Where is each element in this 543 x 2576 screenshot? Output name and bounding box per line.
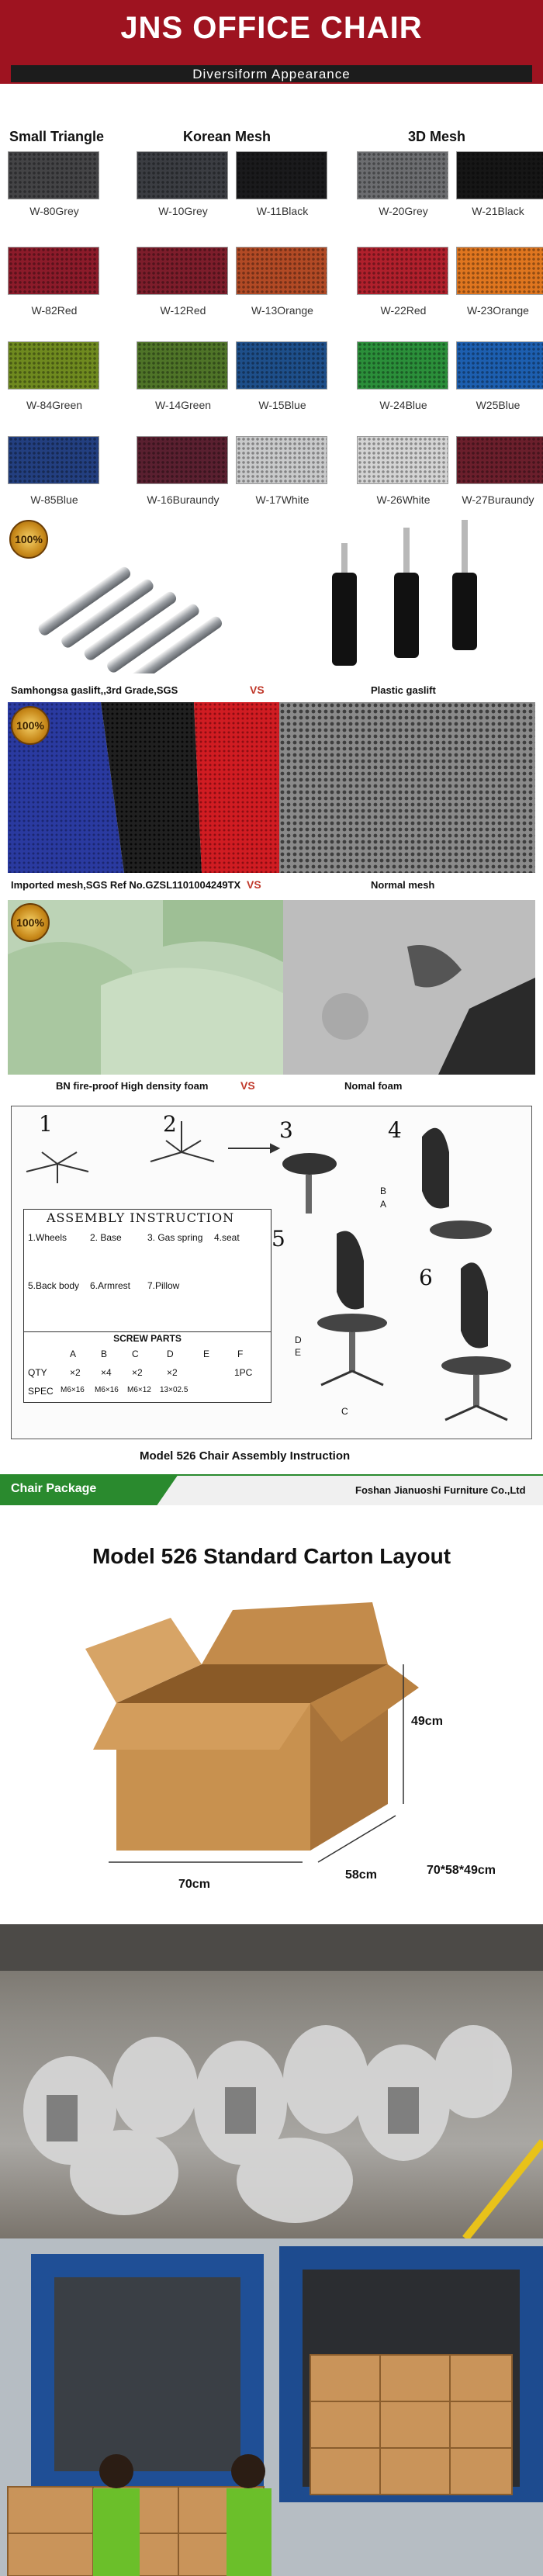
container-loading-icon <box>0 2238 543 2576</box>
qty-value: 1PC <box>234 1367 253 1378</box>
mesh-swatch <box>8 247 99 295</box>
part-label: 6.Armrest <box>90 1280 131 1291</box>
part-label: 2. Base <box>90 1232 122 1243</box>
part-label: 7.Pillow <box>147 1280 180 1291</box>
gaslift-right-caption: Plastic gaslift <box>371 684 436 696</box>
screw-col: D <box>167 1349 174 1359</box>
container-loading-photo <box>0 2238 543 2576</box>
page-title: JNS OFFICE CHAIR <box>120 11 423 45</box>
quality-badge-icon: 100% <box>9 520 48 559</box>
mesh-swatch <box>137 341 228 390</box>
swatch-code: W-11Black <box>256 205 309 217</box>
swatch-code: W-84Green <box>26 399 83 411</box>
swatch-code: W-10Grey <box>158 205 208 217</box>
step-number: 5 <box>272 1226 285 1252</box>
part-label: 1.Wheels <box>28 1232 67 1243</box>
vs-label: VS <box>250 684 265 696</box>
page-subtitle: Diversiform Appearance <box>192 67 351 81</box>
screw-col: A <box>70 1349 77 1359</box>
mesh-right-caption: Normal mesh <box>371 879 435 891</box>
qty-value: ×2 <box>167 1367 178 1378</box>
qty-value: ×2 <box>70 1367 81 1378</box>
mesh-swatch <box>456 151 543 199</box>
swatch-code: W25Blue <box>476 399 521 411</box>
mesh-swatch <box>236 436 327 484</box>
package-title: Chair Package <box>11 1482 97 1495</box>
mesh-swatch <box>357 247 448 295</box>
qty-value: ×2 <box>132 1367 143 1378</box>
swatch-code: W-27Buraundy <box>462 493 534 506</box>
table-divider <box>23 1331 272 1332</box>
screw-col: F <box>237 1349 244 1359</box>
spec-label: SPEC <box>28 1386 54 1397</box>
part-label: 3. Gas spring <box>147 1232 203 1243</box>
diagram-letter: E <box>295 1347 302 1358</box>
group-label-korean-mesh: Korean Mesh <box>183 129 272 144</box>
mesh-swatch <box>357 151 448 199</box>
foam-left-caption: BN fire-proof High density foam <box>56 1080 209 1092</box>
normal-mesh-icon <box>279 702 535 873</box>
mesh-left-caption: Imported mesh,SGS Ref No.GZSL1101004249TX <box>11 879 241 891</box>
spec-value: 13×02.5 <box>160 1386 188 1394</box>
swatch-code: W-16Buraundy <box>147 493 220 506</box>
swatch-code: W-12Red <box>160 304 206 317</box>
normal-foam-icon <box>283 900 535 1075</box>
swatch-code: W-80Grey <box>29 205 79 217</box>
quality-badge-icon: 100% <box>11 903 50 942</box>
mesh-swatch <box>236 341 327 390</box>
swatch-code: W-24Blue <box>379 399 427 411</box>
carton-total-size: 70*58*49cm <box>427 1864 496 1877</box>
part-label: 4.seat <box>214 1232 240 1243</box>
swatch-code: W-21Black <box>472 205 524 217</box>
swatch-code: W-17White <box>255 493 310 506</box>
normal-foam-photo <box>283 900 535 1075</box>
screw-col: E <box>203 1349 210 1359</box>
mesh-swatch <box>8 341 99 390</box>
screw-col: B <box>101 1349 108 1359</box>
spec-value: M6×12 <box>127 1386 151 1394</box>
screw-parts-title: SCREW PARTS <box>113 1333 182 1344</box>
black-gaslift-icon <box>295 512 527 675</box>
assembly-caption: Model 526 Chair Assembly Instruction <box>140 1449 351 1463</box>
swatch-code: W-22Red <box>380 304 427 317</box>
part-label: 5.Back body <box>28 1280 80 1291</box>
diagram-letter: A <box>380 1199 387 1210</box>
spec-value: M6×16 <box>61 1386 85 1394</box>
carton-height: 49cm <box>411 1715 443 1728</box>
carton-box-icon <box>78 1594 434 1905</box>
normal-mesh-photo <box>279 702 535 873</box>
step-number: 4 <box>388 1117 402 1143</box>
swatch-code: W-23Orange <box>467 304 529 317</box>
vs-label: VS <box>247 878 261 891</box>
mesh-swatch <box>236 247 327 295</box>
swatch-code: W-14Green <box>154 399 212 411</box>
plastic-gaslift-photo <box>295 512 527 675</box>
group-label-small-triangle: Small Triangle <box>9 129 105 144</box>
mesh-swatch <box>456 341 543 390</box>
swatch-code: W-20Grey <box>379 205 428 217</box>
swatch-code: W-13Orange <box>251 304 313 317</box>
foam-right-caption: Nomal foam <box>344 1080 403 1092</box>
company-name: Foshan Jianuoshi Furniture Co.,Ltd <box>355 1484 526 1496</box>
swatch-code: W-82Red <box>31 304 78 317</box>
mesh-swatch <box>357 436 448 484</box>
step-number: 2 <box>163 1111 177 1137</box>
screw-col: C <box>132 1349 139 1359</box>
mesh-swatch <box>137 247 228 295</box>
warehouse-photo <box>0 1924 543 2238</box>
qty-value: ×4 <box>101 1367 112 1378</box>
quality-badge-icon: 100% <box>11 706 50 745</box>
swatch-code: W-15Blue <box>258 399 306 411</box>
qty-label: QTY <box>28 1367 47 1378</box>
diagram-letter: D <box>295 1335 302 1345</box>
mesh-swatch <box>456 436 543 484</box>
vs-label: VS <box>240 1079 255 1092</box>
group-label-3d-mesh: 3D Mesh <box>408 129 466 144</box>
gaslift-left-caption: Samhongsa gaslift,,3rd Grade,SGS <box>11 684 178 696</box>
mesh-swatch <box>8 436 99 484</box>
mesh-swatch <box>137 436 228 484</box>
mesh-swatch <box>456 247 543 295</box>
mesh-swatch <box>137 151 228 199</box>
mesh-swatch <box>8 151 99 199</box>
mesh-swatch <box>357 341 448 390</box>
carton-width: 58cm <box>345 1868 377 1882</box>
carton-title: Model 526 Standard Carton Layout <box>92 1544 451 1568</box>
wrapped-chairs-icon <box>0 1924 543 2238</box>
swatch-code: W-85Blue <box>30 493 78 506</box>
swatch-code: W-26White <box>376 493 431 506</box>
diagram-letter: B <box>380 1186 387 1196</box>
spec-value: M6×16 <box>95 1386 119 1394</box>
step-number: 3 <box>279 1117 293 1143</box>
assembly-title: ASSEMBLY INSTRUCTION <box>47 1210 235 1225</box>
diagram-letter: C <box>341 1406 348 1417</box>
step-number: 6 <box>419 1265 433 1290</box>
step-number: 1 <box>39 1111 53 1137</box>
mesh-swatch <box>236 151 327 199</box>
carton-length: 70cm <box>178 1878 210 1891</box>
